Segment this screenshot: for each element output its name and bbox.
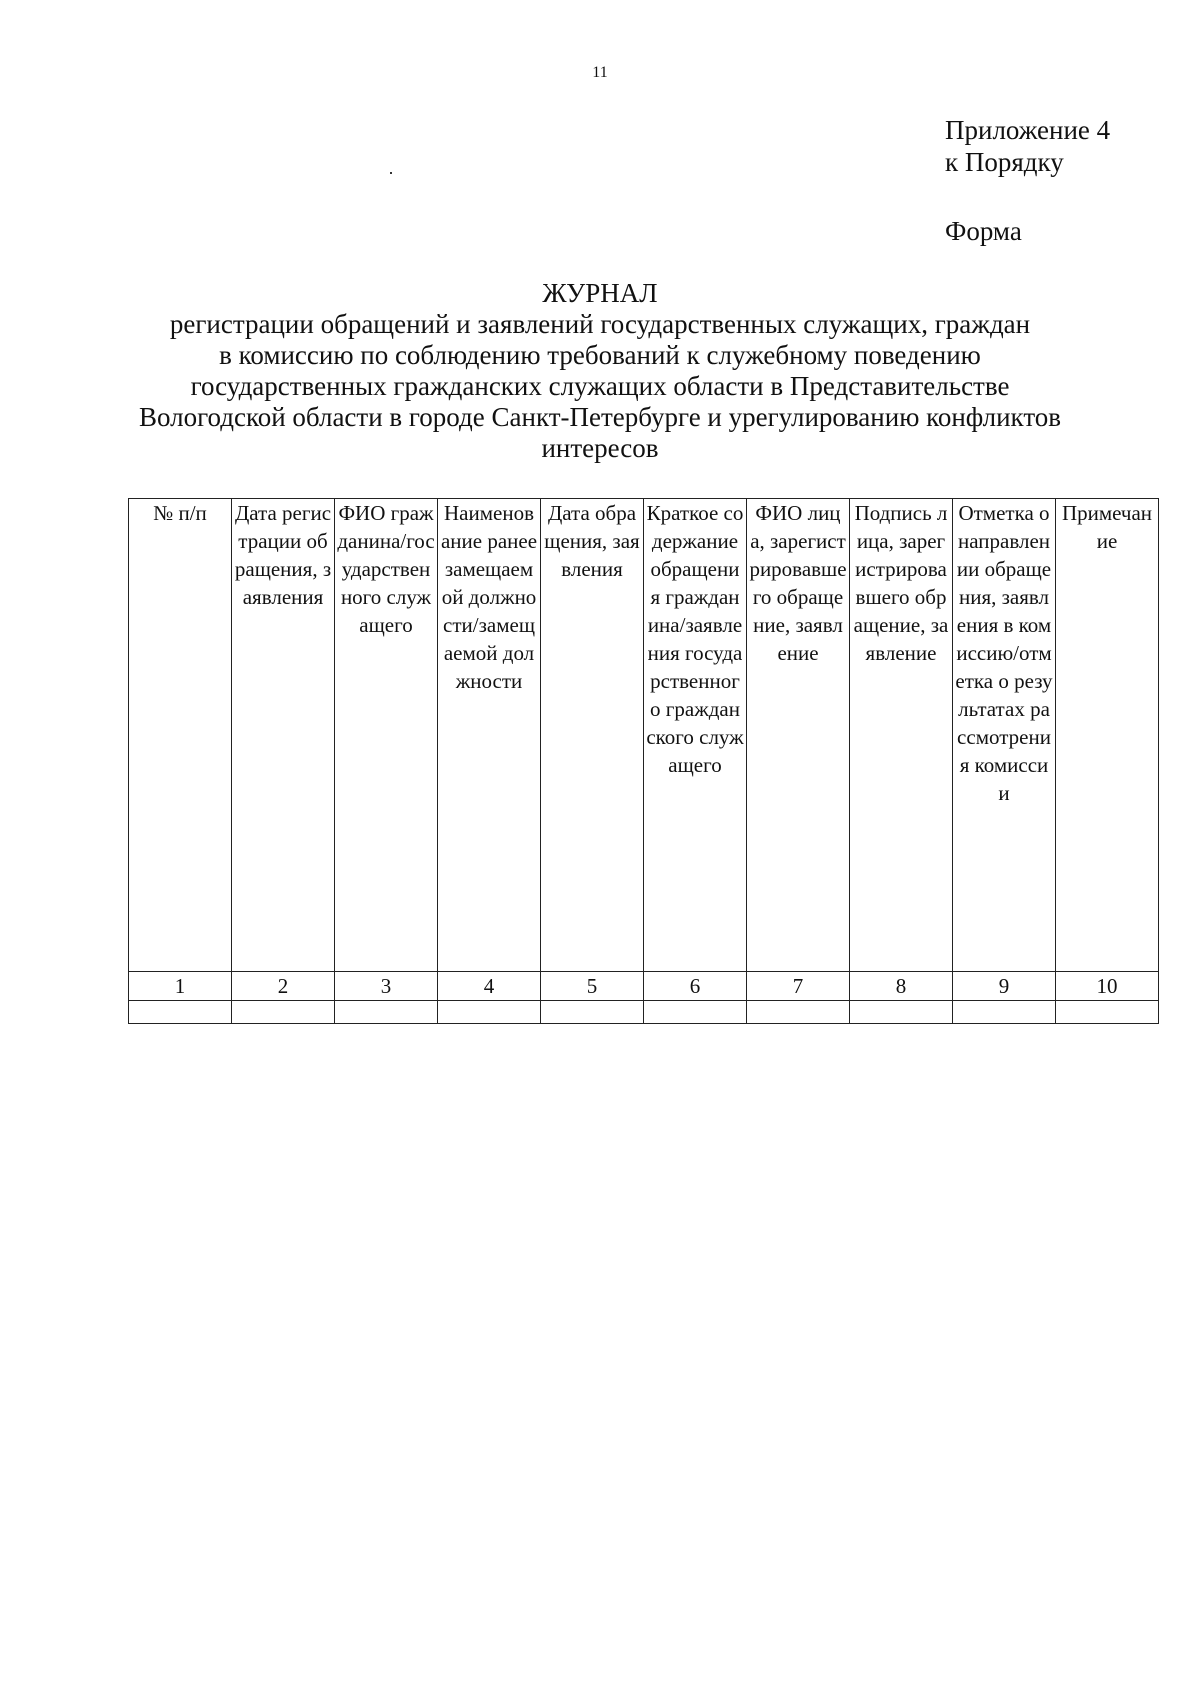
title-line-3: государственных гражданских служащих области в Представительстве [190,371,1010,401]
column-number-cell: 9 [953,972,1056,1001]
empty-cell [747,1001,850,1024]
column-number-cell: 10 [1056,972,1159,1001]
empty-cell [1056,1001,1159,1024]
empty-cell [541,1001,644,1024]
scan-speck [390,172,392,174]
appendix-reference [945,114,1110,178]
column-number-cell: 4 [438,972,541,1001]
journal-table [128,498,1159,1024]
column-number-cell: 3 [335,972,438,1001]
empty-cell [232,1001,335,1024]
appendix-line-2: к Порядку [945,147,1064,177]
empty-cell [438,1001,541,1024]
column-number-cell: 2 [232,972,335,1001]
column-number-cell: 1 [129,972,232,1001]
header-cell-registrar-name: ФИО лица, зарегистрировавшего обращение, заявление [747,499,850,972]
column-number-cell: 8 [850,972,953,1001]
header-cell-application-date: Дата обращения, заявления [541,499,644,972]
header-cell-commission-mark: Отметка о направлении обращения, заявления в комиссию/отметка о результатах рассмотрения комиссии [953,499,1056,972]
header-cell-registration-date: Дата регистрации обращения, заявления [232,499,335,972]
column-number-cell: 5 [541,972,644,1001]
title-line-4: Вологодской области в городе Санкт-Петербурге и урегулированию конфликтов [138,402,1062,432]
appendix-line-1: Приложение 4 [945,115,1111,145]
form-label: Форма [945,216,1022,246]
header-cell-position: Наименование ранее замещаемой должности/замещаемой должности [438,499,541,972]
header-cell-summary: Краткое содержание обращения гражданина/заявления государственного гражданского служащего [644,499,747,972]
table-header-row [129,499,1159,972]
header-cell-note: Примечание [1056,499,1159,972]
title-main: ЖУРНАЛ [542,278,658,308]
empty-cell [953,1001,1056,1024]
title-line-5: интересов [541,433,659,463]
header-cell-number: № п/п [129,499,232,972]
column-number-cell: 6 [644,972,747,1001]
empty-cell [850,1001,953,1024]
empty-cell [644,1001,747,1024]
page-number: 11 [592,64,608,81]
table-empty-row [129,1001,1159,1024]
empty-cell [335,1001,438,1024]
empty-cell [129,1001,232,1024]
header-cell-applicant-name: ФИО гражданина/государственного служащего [335,499,438,972]
column-number-cell: 7 [747,972,850,1001]
header-cell-registrar-signature: Подпись лица, зарегистрировавшего обращение, заявление [850,499,953,972]
title-line-2: в комиссию по соблюдению требований к служебному поведению [219,340,981,370]
title-line-1: регистрации обращений и заявлений государственных служащих, граждан [169,309,1031,339]
document-title [100,278,1100,464]
table-number-row [129,972,1159,1001]
